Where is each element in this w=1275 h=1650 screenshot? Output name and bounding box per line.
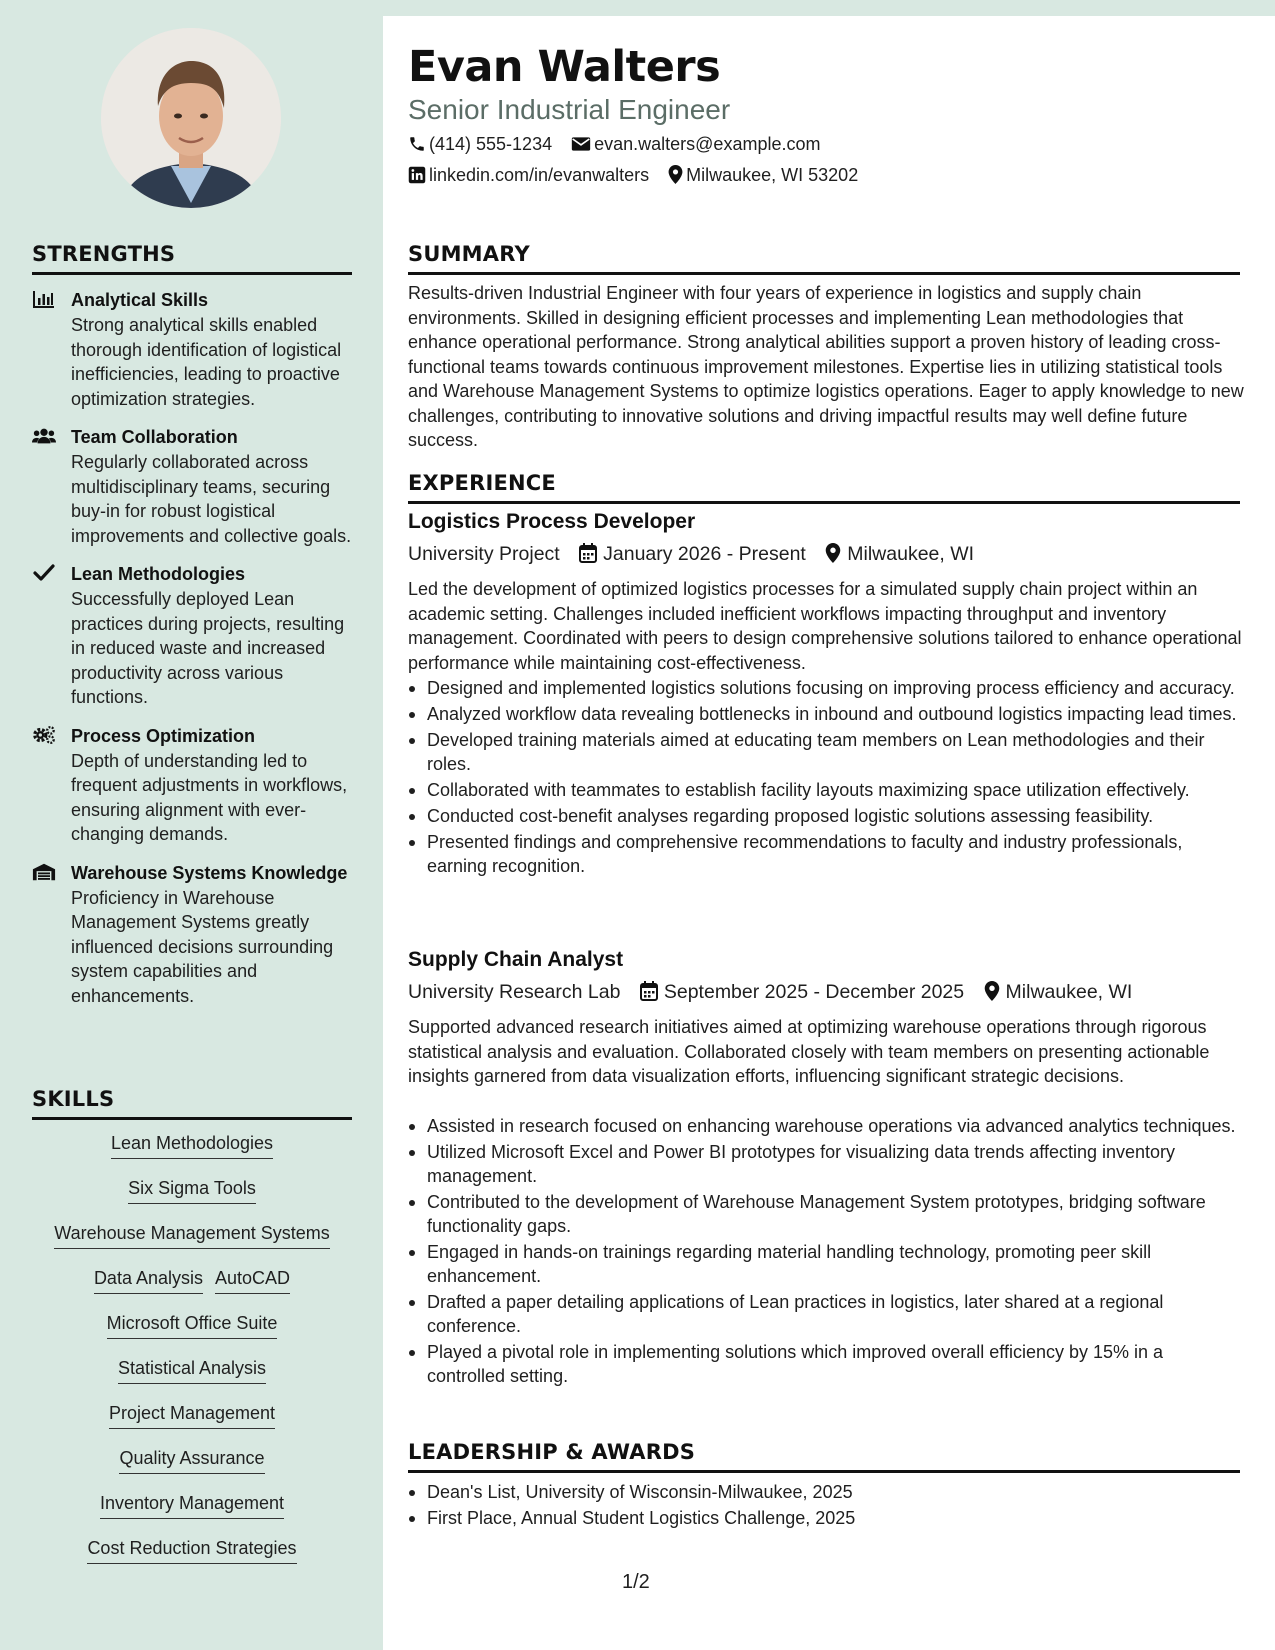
strength-title: Analytical Skills [71, 290, 209, 310]
strength-item [32, 288, 352, 411]
contact-row-2 [408, 165, 872, 186]
strength-title: Warehouse Systems Knowledge [71, 862, 348, 883]
bullet-item: Collaborated with teammates to establish facility layouts maximizing space utilization effectively. [408, 778, 1244, 802]
strengths-heading: STRENGTHS [32, 242, 176, 266]
job-description: Supported advanced research initiatives aimed at optimizing warehouse operations through rigorous statistical analysis and evaluation. Collaborated closely with team members on presenting actionable insights garnered from data visualization efforts, influencing significant strategic decisions. [408, 1017, 1210, 1086]
awards-list [408, 1480, 1244, 1532]
map-pin-icon [825, 543, 841, 563]
strength-desc: Successfully deployed Lean practices during projects, resulting in reduced waste and increased productivity across various functions. [71, 589, 345, 707]
skill-tag: Microsoft Office Suite [107, 1312, 278, 1339]
profile-photo [101, 28, 281, 208]
skill-tag: AutoCAD [215, 1267, 290, 1294]
strength-desc: Depth of understanding led to frequent adjustments in workflows, ensuring alignment with ever-changing demands. [71, 750, 348, 844]
contact-row-1 [408, 134, 834, 155]
strength-desc: Proficiency in Warehouse Management Systems greatly influenced decisions surrounding system capabilities and enhancements. [71, 887, 334, 1006]
email-text: evan.walters@example.com [594, 134, 821, 154]
job-meta [408, 543, 974, 566]
strengths-list [32, 288, 352, 1022]
job-description: Led the development of optimized logistics processes for a simulated supply chain project within an academic setting. Challenges included inefficient workflows impacting throughput and inventory management. Coordinated with peers to design comprehensive solutions tailored to enhance operational performance while maintaining cost-effectiveness. [408, 579, 1242, 673]
skill-tag: Six Sigma Tools [128, 1177, 256, 1204]
bullet-item: Utilized Microsoft Excel and Power BI prototypes for visualizing data trends affecting inventory management. [408, 1140, 1244, 1188]
skill-tag: Quality Assurance [119, 1447, 264, 1474]
strengths-rule [32, 272, 352, 275]
skill-tag: Statistical Analysis [118, 1357, 266, 1384]
page-number: 1/2 [622, 1571, 650, 1593]
strength-title: Team Collaboration [71, 427, 238, 447]
job-org: University Research Lab [408, 981, 621, 1003]
job-bullets [408, 1114, 1244, 1390]
users-icon [32, 426, 56, 446]
job-dates: January 2026 - Present [603, 543, 806, 565]
skill-tag: Project Management [109, 1402, 275, 1429]
job-dates: September 2025 - December 2025 [663, 981, 965, 1003]
strength-item [32, 724, 352, 847]
skill-tag: Inventory Management [100, 1492, 284, 1519]
phone-icon [408, 135, 426, 153]
bullet-item: Designed and implemented logistics solutions focusing on improving process efficiency and accuracy. [408, 676, 1244, 700]
envelope-icon [571, 135, 591, 153]
awards-heading: LEADERSHIP & AWARDS [408, 1440, 696, 1464]
job-bullets [408, 676, 1244, 880]
bullet-item: Analyzed workflow data revealing bottlenecks in inbound and outbound logistics impacting lead times. [408, 702, 1244, 726]
bullet-item: Developed training materials aimed at educating team members on Lean methodologies and their roles. [408, 728, 1244, 776]
phone-text: (414) 555-1234 [429, 134, 553, 154]
experience-rule [408, 501, 1240, 504]
map-pin-icon [984, 981, 1000, 1001]
bullet-item: Conducted cost-benefit analyses regarding proposed logistic solutions assessing feasibility. [408, 804, 1244, 828]
skills-heading: SKILLS [32, 1087, 115, 1111]
skill-tag: Lean Methodologies [111, 1132, 273, 1159]
bullet-item: Engaged in hands-on trainings regarding material handling technology, promoting peer skill enhancement. [408, 1240, 1244, 1288]
linkedin-icon [408, 166, 426, 184]
job-title: Logistics Process Developer [408, 510, 696, 533]
strength-title: Process Optimization [71, 725, 256, 746]
skills-list [32, 1132, 352, 1582]
strength-desc: Regularly collaborated across multidisciplinary teams, securing buy-in for robust logistical improvements and collective goals. [71, 452, 352, 546]
top-band [0, 0, 1275, 16]
bullet-item: Presented findings and comprehensive recommendations to faculty and industry professionals, earning recognition. [408, 830, 1244, 878]
summary-text: Results-driven Industrial Engineer with four years of experience in logistics and supply chain environments. Skilled in designing efficient processes and implementing Lean methodologies that enhance operational performance. Strong analytical abilities support a proven history of leading cross-functional teams towards continuous improvement milestones. Expertise lies in utilizing statistical tools and Warehouse Management Systems to optimize logistics operations. Eager to apply knowledge to new challenges, contributing to innovative solutions and driving impactful results may well define future success. [408, 283, 1244, 450]
strength-item [32, 562, 352, 710]
job-meta [408, 981, 1132, 1004]
calendar-icon [579, 543, 597, 563]
email-item[interactable] [571, 134, 820, 154]
experience-heading: EXPERIENCE [408, 471, 556, 495]
bullet-item: Assisted in research focused on enhancing warehouse operations via advanced analytics techniques. [408, 1114, 1244, 1138]
job-title: Supply Chain Analyst [408, 948, 624, 971]
calendar-icon [640, 981, 658, 1001]
skills-rule [32, 1117, 352, 1120]
skill-tag: Cost Reduction Strategies [87, 1537, 296, 1564]
strength-desc: Strong analytical skills enabled thorough identification of logistical inefficiencies, leading to proactive optimization strategies. [71, 315, 342, 409]
strength-title: Lean Methodologies [71, 564, 246, 584]
job-location: Milwaukee, WI [1005, 981, 1133, 1003]
awards-rule [408, 1470, 1240, 1473]
job-location: Milwaukee, WI [847, 543, 975, 565]
linkedin-text: linkedin.com/in/evanwalters [429, 165, 650, 185]
award-item: First Place, Annual Student Logistics Challenge, 2025 [408, 1506, 1244, 1530]
gears-icon [32, 725, 56, 745]
bullet-item: Contributed to the development of Warehouse Management System prototypes, bridging software functionality gaps. [408, 1190, 1244, 1238]
warehouse-icon [32, 862, 56, 882]
location-item [668, 165, 858, 185]
strength-item [32, 861, 352, 1009]
summary-heading: SUMMARY [408, 242, 530, 266]
job-org: University Project [408, 543, 560, 565]
checkmark-icon [32, 563, 56, 583]
location-text: Milwaukee, WI 53202 [686, 165, 859, 185]
skill-tag: Data Analysis [94, 1267, 203, 1294]
bullet-item: Drafted a paper detailing applications of Lean practices in logistics, later shared at a regional conference. [408, 1290, 1244, 1338]
skill-tag: Warehouse Management Systems [54, 1222, 329, 1249]
bullet-item: Played a pivotal role in implementing solutions which improved overall efficiency by 15% in a controlled setting. [408, 1340, 1244, 1388]
summary-rule [408, 272, 1240, 275]
map-pin-icon [668, 165, 683, 184]
job-title-header: Senior Industrial Engineer [408, 94, 731, 125]
award-item: Dean's List, University of Wisconsin-Milwaukee, 2025 [408, 1480, 1244, 1504]
phone-item[interactable] [408, 134, 557, 154]
bar-chart-icon [32, 289, 56, 309]
candidate-name: Evan Walters [408, 42, 721, 92]
linkedin-item[interactable] [408, 165, 654, 185]
strength-item [32, 425, 352, 548]
